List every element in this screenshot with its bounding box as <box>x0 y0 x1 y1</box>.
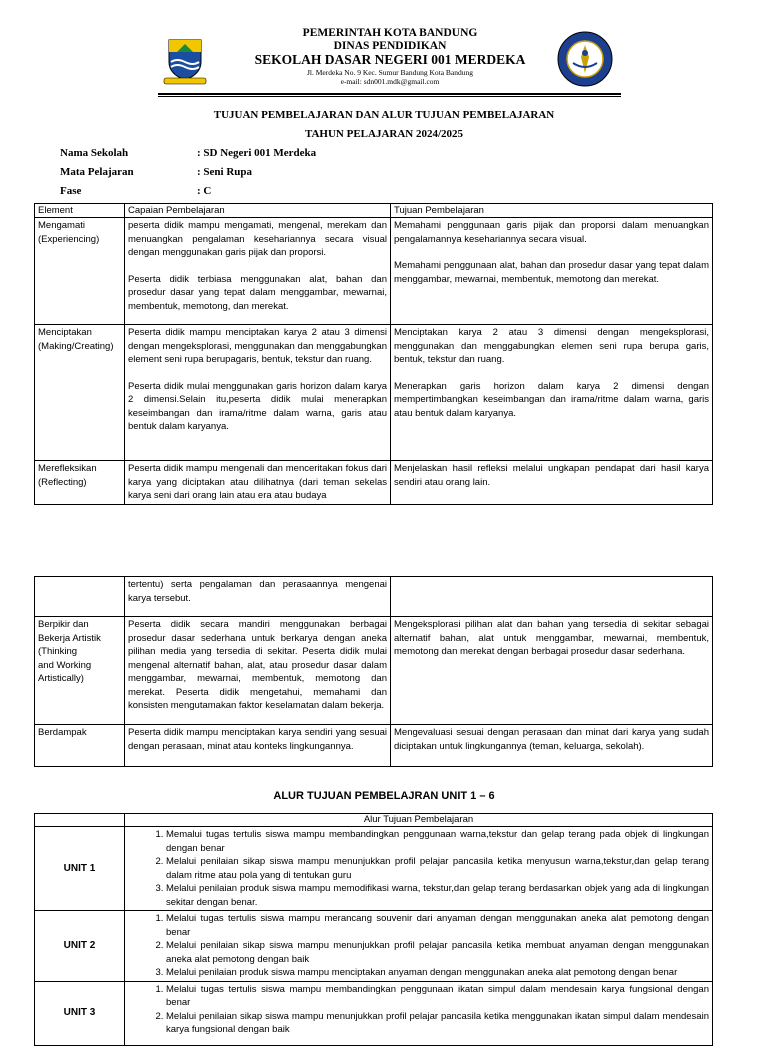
atp-header-empty <box>35 814 125 827</box>
element-english: Artistically) <box>38 673 84 684</box>
letterhead-government: PEMERINTAH KOTA BANDUNG <box>302 27 478 39</box>
unit-label: UNIT 2 <box>35 911 125 982</box>
tujuan-cell <box>391 325 713 461</box>
capaian-text: Peserta didik mulai menggunakan garis horizon dalam karya 2 dimensi.Selain itu,peserta didik mulai menerapkan keseimbangan dan irama/ritme dalam warna, garis atau bentuk dalam karyanya. <box>128 380 387 432</box>
letterhead-department: DINAS PENDIDIKAN <box>333 40 447 52</box>
header-element: Element <box>35 204 125 218</box>
table-row <box>35 461 713 505</box>
capaian-cell <box>125 325 391 461</box>
header-capaian: Capaian Pembelajaran <box>125 204 391 218</box>
tujuan-cell <box>391 577 713 617</box>
tujuan-text: Menerapkan garis horizon dalam karya 2 dimensi dengan mempertimbangkan keseimbangan dan irama/ritme dalam warna, garis atau bentuk dalam karyanya. <box>394 380 709 419</box>
element-cell <box>35 325 125 461</box>
letterhead-address: Jl. Merdeka No. 9 Kec. Sumur Bandung Kota Bandung <box>306 68 474 77</box>
list-item: 3. Melalui penilaian produk siswa mampu menciptakan anyaman dengan menggunakan aneka alat pemotong dengan benar <box>166 966 709 980</box>
capaian-text: tertentu) serta pengalaman dan perasaannya mengenai karya tersebut. <box>128 579 387 604</box>
element-english: (Thinking <box>38 646 78 657</box>
document-year: TAHUN PELAJARAN 2024/2025 <box>304 128 464 140</box>
document-title: TUJUAN PEMBELAJARAN DAN ALUR TUJUAN PEMBELAJARAN <box>213 109 555 121</box>
info-value-subject: : Seni Rupa <box>197 166 253 178</box>
element-name: Bekerja Artistik <box>38 632 101 644</box>
info-label-subject: Mata Pelajaran <box>60 166 134 178</box>
list-item: 1. Melalui tugas tertulis siswa mampu merancang souvenir dari anyaman dengan menggunakan aneka alat pemotong dengan benar <box>166 912 709 939</box>
tujuan-text: Menjelaskan hasil refleksi melalui ungkapan pendapat dari hasil karya sendiri atau orang lain. <box>394 463 709 488</box>
element-name: Berpikir dan <box>38 619 89 630</box>
element-name: Mengamati <box>38 220 85 231</box>
bandung-city-crest-icon <box>163 36 207 86</box>
table-row <box>35 218 713 325</box>
unit-label: UNIT 3 <box>35 981 125 1045</box>
atp-table <box>34 813 713 1046</box>
capaian-text: peserta didik mampu mengamati, mengenal, merekam dan menuangkan pengalaman kesehariannya secara visual dengan menggunakan garis pijak dan proporsi. <box>128 220 387 258</box>
list-item: 3. Melalui penilaian produk siswa mampu memodifikasi warna, tekstur,dan gelap terang berdasarkan objek yang ada di lingkungan sekitar dengan benar. <box>166 882 709 909</box>
unit-goals <box>125 911 713 982</box>
element-cell <box>35 617 125 725</box>
element-cell <box>35 461 125 505</box>
table-row <box>35 325 713 461</box>
capaian-text: Peserta didik terbiasa menggunakan alat, bahan dan prosedur dasar yang tepat dalam menggambar, mewarnai, membentuk, memotong, dan merekat. <box>128 273 387 312</box>
letterhead-rule-thin <box>158 96 621 97</box>
table-row <box>35 827 713 911</box>
tujuan-text: Mengevaluasi sesuai dengan perasaan dan minat dari karya yang sudah diciptakan untuk lingkungannya (teman, keluarga, sekolah). <box>394 727 709 752</box>
tujuan-cell <box>391 461 713 505</box>
table-row <box>35 577 713 617</box>
table-row <box>35 911 713 982</box>
element-cell <box>35 725 125 767</box>
letterhead-rule <box>158 93 621 95</box>
unit-label: UNIT 1 <box>35 827 125 911</box>
atp-header-row <box>35 814 713 827</box>
tujuan-text: Mengeksplorasi pilihan alat dan bahan yang tersedia di sekitar sebagai alternatif bahan, alat untuk menggambar, mewarnai, membentuk, memotong dan merekat dengan berbagai prosedur dasar sederhana. <box>394 619 709 657</box>
tujuan-text: Menciptakan karya 2 atau 3 dimensi dengan mengeksplorasi, menggunakan dan menggabungkan elemen seni rupa berupa garis, bentuk, tekstur dan ruang. <box>394 327 709 365</box>
element-english: (Reflecting) <box>38 476 87 488</box>
list-item: 1. Melalui tugas tertulis siswa mampu membandingkan penggunaan ikatan simpul dalam mendesain karya fungsional dengan benar <box>166 983 709 1010</box>
element-english: (Experiencing) <box>38 233 100 245</box>
tujuan-cell <box>391 725 713 767</box>
list-item: 2. Melalui penilaian sikap siswa mampu menunjukkan profil pelajar pancasila ketika menyusun warna,tekstur,dan gelap terang dalam ritme atau pola yang di tentukan guru <box>166 855 709 882</box>
element-name: Merefleksikan <box>38 463 97 474</box>
element-cell <box>35 218 125 325</box>
element-cell <box>35 577 125 617</box>
tujuan-cell <box>391 218 713 325</box>
capaian-cell <box>125 577 391 617</box>
table-row <box>35 981 713 1045</box>
unit-goals <box>125 827 713 911</box>
capaian-cell <box>125 725 391 767</box>
atp-header: Alur Tujuan Pembelajaran <box>125 814 713 827</box>
cp-table-header-row <box>35 204 713 218</box>
letterhead-school-name: SEKOLAH DASAR NEGERI 001 MERDEKA <box>254 52 526 67</box>
capaian-text: Peserta didik mampu menciptakan karya 2 atau 3 dimensi dengan mengeksplorasi, menggunakan dan menggabungkan element seni rupa berupagaris, bentuk, tekstur dan ruang. <box>128 327 387 365</box>
unit-goals <box>125 981 713 1045</box>
list-item: 1. Memalui tugas tertulis siswa mampu membandingkan penggunaan warna,tekstur dan gelap terang pada objek di lingkungan dengan benar <box>166 828 709 855</box>
table-row <box>35 725 713 767</box>
table-row <box>35 617 713 725</box>
element-english: (Making/Creating) <box>38 340 114 352</box>
info-value-school: : SD Negeri 001 Merdeka <box>197 147 317 159</box>
capaian-text: Peserta didik mampu menciptakan karya sendiri yang sesuai dengan perasaan, minat atau konteks lingkungannya. <box>128 727 387 752</box>
tujuan-cell <box>391 617 713 725</box>
cp-table <box>34 203 713 505</box>
cp-table-continued <box>34 576 713 767</box>
info-label-phase: Fase <box>60 185 82 197</box>
capaian-cell <box>125 617 391 725</box>
list-item: 2. Melalui penilaian sikap siswa mampu menunjukkan profil pelajar pancasila ketika membuat anyaman dengan menggunakan aneka alat pemotong dengan baik <box>166 939 709 966</box>
tujuan-text: Memahami penggunaan garis pijak dan proporsi dalam menuangkan pengalamannya kesehariannya secara visual. <box>394 220 709 245</box>
capaian-text: Peserta didik mampu mengenali dan menceritakan fokus dari karya yang diciptakan atau dilihatnya (dari teman sekelas karya seni dari orang lain atau era atau budaya <box>128 463 387 501</box>
list-item: 2. Melalui penilaian sikap siswa mampu menunjukkan profil pelajar pancasila ketika menggunakan ikatan simpul dalam mendesain karya fungsional dengan baik <box>166 1010 709 1037</box>
letterhead-email: e-mail: sdn001.mdk@gmail.com <box>340 77 440 86</box>
element-name: Menciptakan <box>38 327 92 338</box>
info-label-school: Nama Sekolah <box>60 147 129 159</box>
info-value-phase: : C <box>197 185 212 197</box>
dinas-pendidikan-seal-icon <box>556 30 614 88</box>
capaian-cell <box>125 218 391 325</box>
element-english: and Working <box>38 659 92 671</box>
header-tujuan: Tujuan Pembelajaran <box>391 204 713 218</box>
capaian-cell <box>125 461 391 505</box>
capaian-text: Peserta didik secara mandiri menggunakan berbagai prosedur dasar sederhana untuk berkarya dengan aneka pilihan media yang tersedia di sekitar. Peserta didik mulai mengenal alternatif bahan, alat, atau prosedur dasar dalam menggambar, mewarnai, membentuk, memotong dan merekat. Peserta didik mengetahui, memahami dan konsisten mengutamakan faktor keselamatan dalam bekerja. <box>128 619 387 711</box>
atp-title: ALUR TUJUAN PEMBELAJRAN UNIT 1 – 6 <box>273 790 495 802</box>
tujuan-text: Memahami penggunaan alat, bahan dan prosedur dasar yang tepat dalam menggambar, mewarnai, membentuk, memotong dan merekat. <box>394 260 709 285</box>
element-name: Berdampak <box>38 727 87 738</box>
